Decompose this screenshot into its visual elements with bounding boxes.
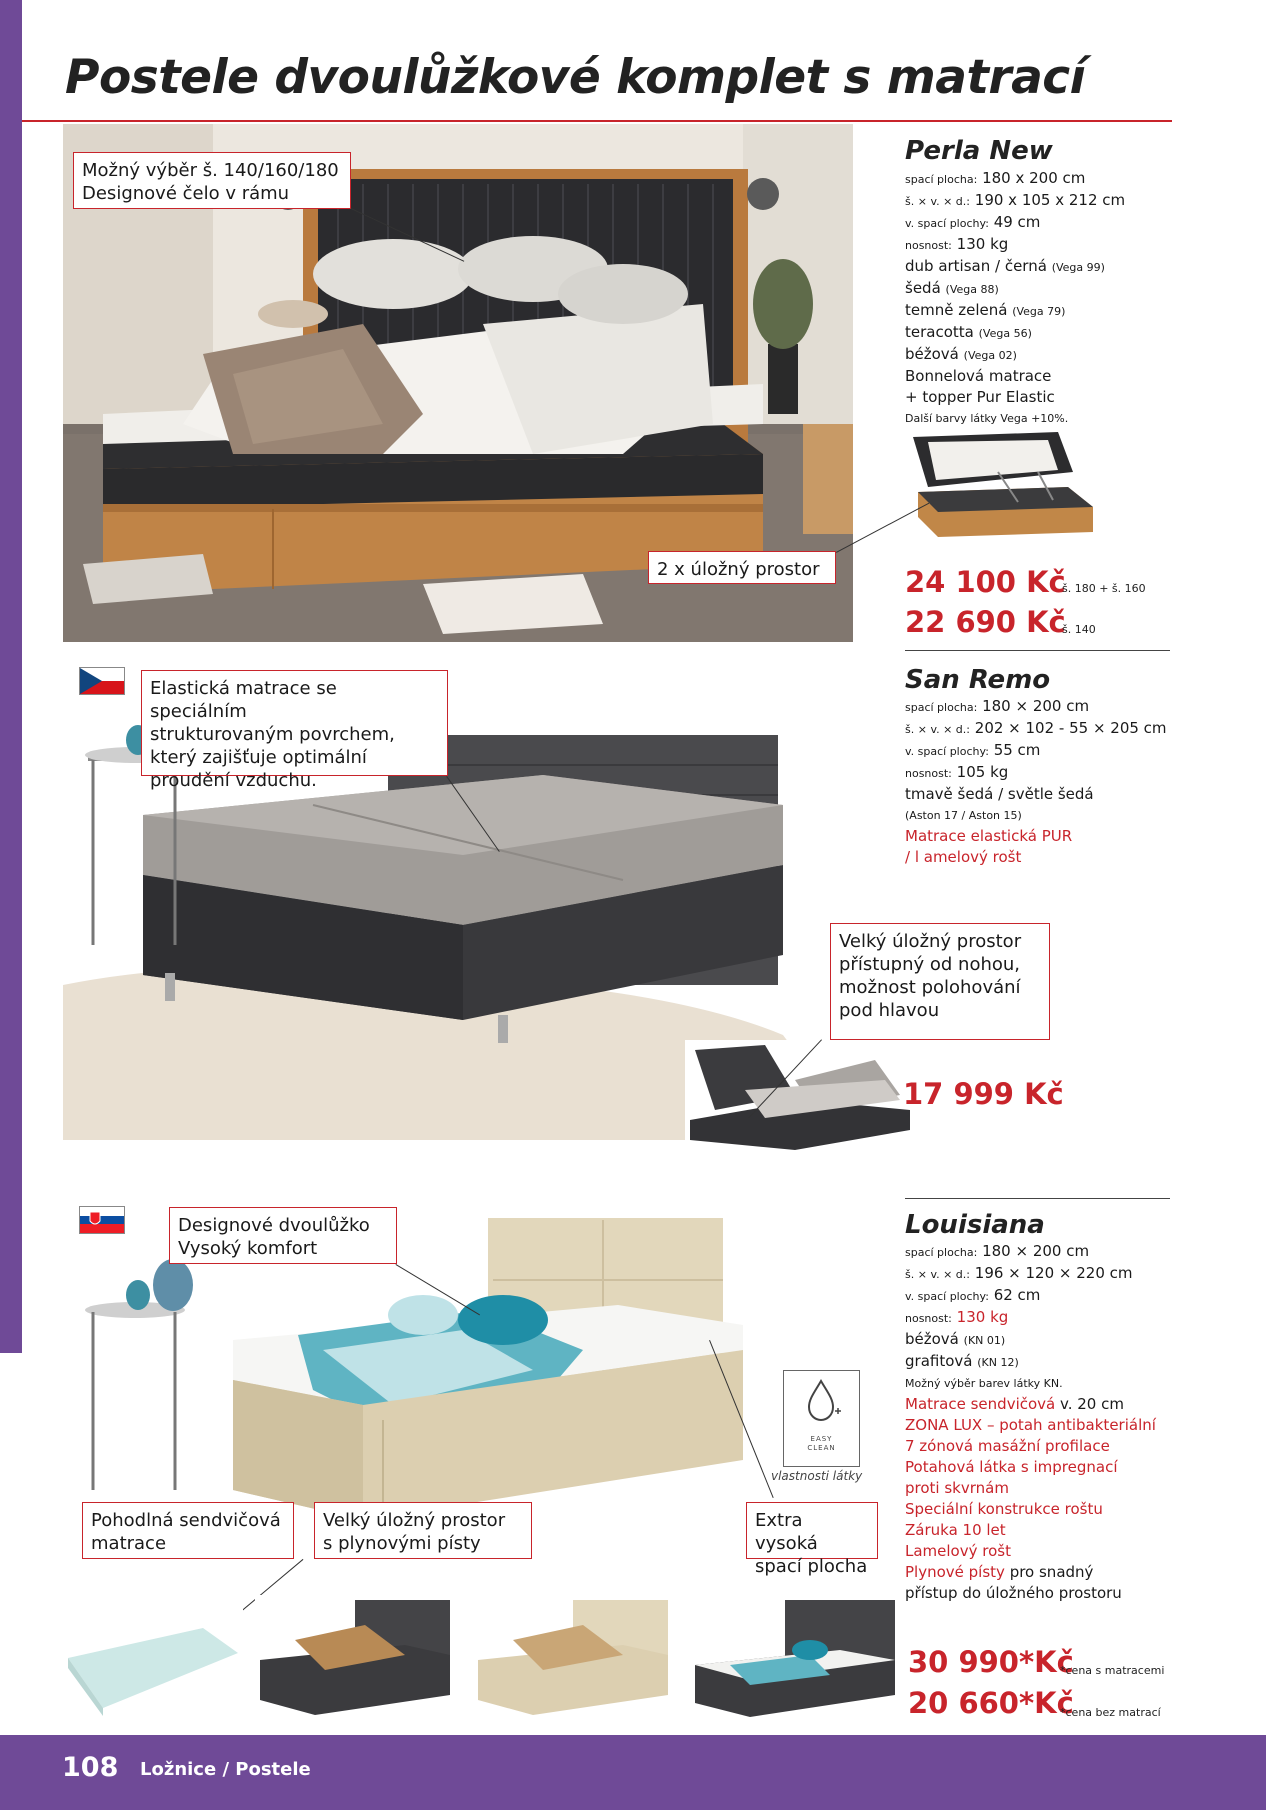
sanremo-color-codes: (Aston 17 / Aston 15) xyxy=(905,809,1022,822)
louisiana-storage-line-2: s plynovými písty xyxy=(323,1533,481,1554)
louisiana-color-row xyxy=(905,1329,1255,1351)
czech-flag-icon xyxy=(80,668,124,694)
color-code: (KN 12) xyxy=(977,1356,1019,1369)
spec-label: spací plocha: xyxy=(905,701,978,714)
louisiana-price-1: 30 990*Kč xyxy=(908,1645,1074,1679)
perla-feature: + topper Pur Elastic xyxy=(905,388,1055,406)
color-name: dub artisan / černá xyxy=(905,257,1047,275)
color-name: temně zelená xyxy=(905,301,1008,319)
louisiana-spec-row xyxy=(905,1263,1255,1285)
perla-extra-note: Další barvy látky Vega +10%. xyxy=(905,412,1069,425)
page-title: Postele dvoulůžkové komplet s matrací xyxy=(65,50,1086,105)
fabric-caption: vlastnosti látky xyxy=(771,1469,863,1483)
louisiana-piston-row xyxy=(905,1562,1255,1583)
sidebar-stripe xyxy=(0,0,22,1353)
perla-spec-row xyxy=(905,190,1235,212)
louisiana-callout-storage xyxy=(314,1502,532,1559)
slovak-flag-icon xyxy=(80,1207,124,1233)
louisiana-price-note-2: *cena bez matrací xyxy=(1060,1706,1161,1719)
louisiana-storage-line-1: Velký úložný prostor xyxy=(323,1510,506,1531)
color-code: (Vega 02) xyxy=(963,349,1017,362)
sanremo-spec-row xyxy=(905,696,1245,718)
louisiana-price-note-1: *cena s matracemi xyxy=(1060,1664,1165,1677)
color-code: (Vega 56) xyxy=(978,327,1032,340)
spec-value: 130 kg xyxy=(956,235,1009,253)
sanremo-feature: Matrace elastická PUR xyxy=(905,827,1073,845)
louisiana-thumb-3 xyxy=(690,1595,900,1720)
perla-price-1: 24 100 Kč xyxy=(905,565,1066,599)
perla-callout-options xyxy=(73,152,351,209)
sanremo-feature: / l amelový rošt xyxy=(905,848,1022,866)
color-code: (Vega 79) xyxy=(1012,305,1066,318)
louisiana-matrace-line-1: Pohodlná sendvičová xyxy=(91,1510,281,1531)
spec-value: 62 cm xyxy=(993,1286,1041,1304)
zona-label: ZONA LUX – xyxy=(905,1416,995,1434)
sanremo-storage-photo xyxy=(685,1040,915,1155)
perla-specs xyxy=(905,168,1235,429)
mattress-sample-photo xyxy=(63,1598,243,1718)
louisiana-spec-row xyxy=(905,1307,1255,1329)
spec-value: 190 x 105 x 212 cm xyxy=(974,191,1126,209)
louisiana-height-line-1: Extra vysoká xyxy=(755,1510,818,1554)
perla-price-2: 22 690 Kč xyxy=(905,605,1066,639)
sanremo-spec-row xyxy=(905,740,1245,762)
water-drop-icon xyxy=(784,1371,859,1431)
perla-color-row xyxy=(905,322,1235,344)
louisiana-spec-row xyxy=(905,1241,1255,1263)
perla-price-note-1: š. 180 + š. 160 xyxy=(1062,582,1146,595)
louisiana-color-note: Možný výběr barev látky KN. xyxy=(905,1377,1063,1390)
spec-value: 105 kg xyxy=(956,763,1009,781)
sanremo-storage-line-2: přístupný od nohou, xyxy=(839,954,1021,975)
perla-color-row xyxy=(905,256,1235,278)
louisiana-product-name: Louisiana xyxy=(905,1210,1045,1240)
sanremo-callout-line-3: který zajišťuje optimální xyxy=(150,747,367,768)
perla-separator xyxy=(905,650,1170,651)
perla-callout-line-2: Designové čelo v rámu xyxy=(82,183,290,204)
perla-storage-label: 2 x úložný prostor xyxy=(657,559,820,580)
louisiana-feature: Záruka 10 let xyxy=(905,1521,1006,1539)
louisiana-feature: Speciální konstrukce roštu xyxy=(905,1500,1103,1518)
louisiana-design-line-2: Vysoký komfort xyxy=(178,1238,318,1259)
perla-feature: Bonnelová matrace xyxy=(905,367,1052,385)
perla-callout-line-1: Možný výběr š. 140/160/180 xyxy=(82,160,339,181)
spec-label: spací plocha: xyxy=(905,173,978,186)
spec-value: 55 cm xyxy=(993,741,1041,759)
louisiana-color-row xyxy=(905,1351,1255,1373)
perla-spec-row xyxy=(905,212,1235,234)
perla-price-note-2: š. 140 xyxy=(1062,623,1096,636)
sanremo-callout-line-1: Elastická matrace se speciálním xyxy=(150,678,337,722)
louisiana-zona-row xyxy=(905,1415,1255,1436)
perla-callout-storage xyxy=(648,551,836,584)
sanremo-callout-matrace xyxy=(141,670,448,791)
color-name: teracotta xyxy=(905,323,974,341)
piston-value: pro snadný xyxy=(1004,1563,1094,1581)
color-code: (Vega 99) xyxy=(1051,261,1105,274)
perla-color-row xyxy=(905,344,1235,366)
louisiana-thumb-1 xyxy=(255,1595,455,1720)
sanremo-callout-line-4: proudění vzduchu. xyxy=(150,770,317,791)
color-code: (KN 01) xyxy=(963,1334,1006,1347)
title-rule xyxy=(22,120,1172,122)
color-name: béžová xyxy=(905,345,959,363)
louisiana-spec-row xyxy=(905,1285,1255,1307)
sanremo-specs xyxy=(905,696,1245,868)
sanremo-colors: tmavě šedá / světle šedá xyxy=(905,785,1094,803)
sanremo-storage-line-1: Velký úložný prostor xyxy=(839,931,1022,952)
louisiana-piston-row-2: přístup do úložného prostoru xyxy=(905,1584,1122,1602)
piston-label: Plynové písty xyxy=(905,1563,1005,1581)
sanremo-callout-line-2: strukturovaným povrchem, xyxy=(150,724,395,745)
color-name: béžová xyxy=(905,1330,959,1348)
spec-label: nosnost: xyxy=(905,1312,952,1325)
spec-label: š. × v. × d.: xyxy=(905,1268,970,1281)
louisiana-callout-design xyxy=(169,1207,397,1264)
spec-label: nosnost: xyxy=(905,239,952,252)
spec-value: 202 × 102 - 55 × 205 cm xyxy=(974,719,1167,737)
louisiana-callout-height xyxy=(746,1502,878,1577)
easy-clean-badge xyxy=(783,1370,860,1467)
perla-color-row xyxy=(905,300,1235,322)
easy-clean-line-2: CLEAN xyxy=(807,1444,836,1452)
spec-label: v. spací plochy: xyxy=(905,1290,989,1303)
sanremo-spec-row xyxy=(905,762,1245,784)
easy-clean-line-1: EASY xyxy=(810,1435,833,1443)
page-number: 108 xyxy=(62,1752,119,1783)
matrace-label: Matrace sendvičová xyxy=(905,1395,1056,1413)
louisiana-height-line-2: spací plocha xyxy=(755,1556,868,1577)
spec-value: 130 kg xyxy=(956,1308,1009,1326)
spec-value: 180 × 200 cm xyxy=(982,1242,1090,1260)
sanremo-spec-row xyxy=(905,718,1245,740)
perla-storage-photo xyxy=(908,432,1098,537)
louisiana-matrace-row xyxy=(905,1394,1255,1415)
perla-spec-row xyxy=(905,168,1235,190)
spec-value: 49 cm xyxy=(993,213,1041,231)
perla-product-name: Perla New xyxy=(905,136,1053,166)
spec-value: 196 × 120 × 220 cm xyxy=(974,1264,1133,1282)
color-name: šedá xyxy=(905,279,941,297)
spec-label: v. spací plochy: xyxy=(905,745,989,758)
louisiana-feature: 7 zónová masážní profilace xyxy=(905,1437,1110,1455)
louisiana-price-2: 20 660*Kč xyxy=(908,1686,1074,1720)
color-name: grafitová xyxy=(905,1352,973,1370)
spec-label: spací plocha: xyxy=(905,1246,978,1259)
perla-spec-row xyxy=(905,234,1235,256)
perla-color-row xyxy=(905,278,1235,300)
louisiana-callout-matrace xyxy=(82,1502,294,1559)
section-label: Ložnice / Postele xyxy=(140,1759,311,1780)
sanremo-callout-storage xyxy=(830,923,1050,1040)
louisiana-thumb-2 xyxy=(473,1595,673,1720)
spec-value: 180 x 200 cm xyxy=(982,169,1086,187)
louisiana-feature: Lamelový rošt xyxy=(905,1542,1011,1560)
louisiana-feature: Potahová látka s impregnací xyxy=(905,1458,1118,1476)
color-code: (Vega 88) xyxy=(945,283,999,296)
matrace-value: v. 20 cm xyxy=(1055,1395,1124,1413)
sanremo-separator xyxy=(905,1198,1170,1199)
louisiana-matrace-line-2: matrace xyxy=(91,1533,167,1554)
spec-label: nosnost: xyxy=(905,767,952,780)
louisiana-specs xyxy=(905,1241,1255,1604)
sanremo-storage-line-4: pod hlavou xyxy=(839,1000,940,1021)
louisiana-design-line-1: Designové dvoulůžko xyxy=(178,1215,370,1236)
spec-label: v. spací plochy: xyxy=(905,217,989,230)
spec-label: š. × v. × d.: xyxy=(905,723,970,736)
spec-label: š. × v. × d.: xyxy=(905,195,970,208)
zona-value: potah antibakteriální xyxy=(994,1416,1156,1434)
louisiana-feature: proti skvrnám xyxy=(905,1479,1009,1497)
sanremo-price: 17 999 Kč xyxy=(903,1077,1064,1111)
spec-value: 180 × 200 cm xyxy=(982,697,1090,715)
sanremo-storage-line-3: možnost polohování xyxy=(839,977,1021,998)
sanremo-product-name: San Remo xyxy=(905,665,1051,695)
